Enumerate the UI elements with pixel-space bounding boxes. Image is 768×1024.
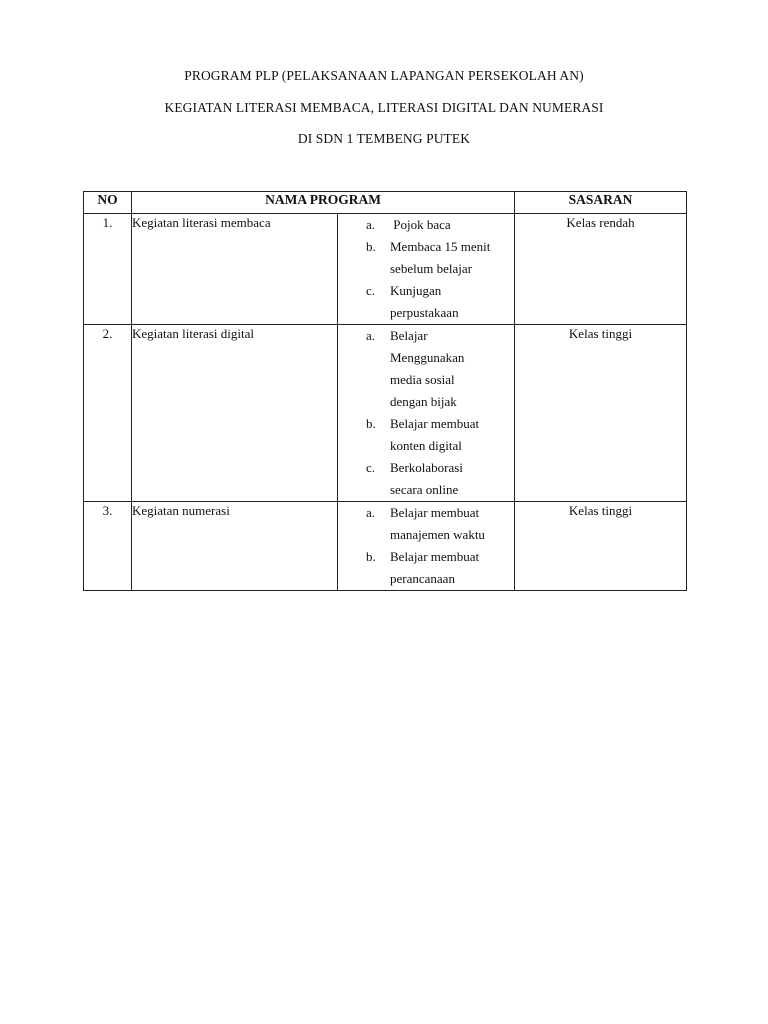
activity-text: Belajar membuat: [390, 505, 480, 520]
activity-text: manajemen waktu: [390, 527, 485, 542]
list-marker: a.: [366, 217, 376, 232]
target-audience: Kelas tinggi: [515, 502, 687, 591]
table-row: [84, 502, 687, 591]
list-item: [338, 236, 514, 258]
list-marker: c.: [366, 460, 376, 475]
list-marker: [338, 347, 390, 369]
list-marker: [338, 258, 390, 280]
row-number: 2.: [84, 325, 132, 502]
list-marker: [338, 524, 390, 546]
program-name: Kegiatan literasi digital: [132, 325, 338, 502]
list-item: [338, 568, 514, 590]
activity-text: konten digital: [390, 438, 462, 453]
list-marker: [338, 369, 390, 391]
activity-text: Kunjugan: [390, 283, 442, 298]
activity-text: Berkolaborasi: [390, 460, 463, 475]
list-marker: [338, 568, 390, 590]
activity-text: dengan bijak: [390, 394, 457, 409]
document-title-line-2: KEGIATAN LITERASI MEMBACA, LITERASI DIGITAL DAN NUMERASI: [164, 100, 604, 115]
list-marker: a.: [366, 328, 376, 343]
document-title-line-3: DI SDN 1 TEMBENG PUTEK: [297, 131, 471, 146]
list-item: [338, 413, 514, 435]
activity-text: sebelum belajar: [390, 261, 472, 276]
list-item: [338, 457, 514, 479]
target-audience: Kelas tinggi: [515, 325, 687, 502]
list-item: [338, 391, 514, 413]
activity-text: Belajar membuat: [390, 549, 480, 564]
activity-text: Belajar: [390, 328, 428, 343]
list-item: [338, 258, 514, 280]
table-body: [84, 214, 687, 591]
list-item: [338, 214, 514, 236]
program-name: Kegiatan literasi membaca: [132, 214, 338, 325]
list-marker: [338, 435, 390, 457]
table-row: [84, 214, 687, 325]
program-table: [83, 191, 687, 591]
list-item: [338, 347, 514, 369]
row-number: 1.: [84, 214, 132, 325]
target-audience: Kelas rendah: [515, 214, 687, 325]
activity-text: secara online: [390, 482, 459, 497]
table-row: [84, 325, 687, 502]
list-item: [338, 302, 514, 324]
program-activities: [338, 502, 515, 591]
header-no: NO: [84, 192, 132, 214]
list-marker: [338, 391, 390, 413]
activity-text: perpustakaan: [390, 305, 459, 320]
program-activities: [338, 325, 515, 502]
activity-list: [338, 214, 514, 324]
program-activities: [338, 214, 515, 325]
activity-text: Pojok baca: [390, 217, 451, 232]
activity-text: Menggunakan: [390, 350, 465, 365]
list-item: [338, 479, 514, 501]
list-marker: b.: [366, 416, 376, 431]
program-name: Kegiatan numerasi: [132, 502, 338, 591]
activity-text: media sosial: [390, 372, 455, 387]
table-header-row: [84, 192, 687, 214]
list-item: [338, 280, 514, 302]
activity-text: Membaca 15 menit: [390, 239, 491, 254]
row-number: 3.: [84, 502, 132, 591]
list-item: [338, 435, 514, 457]
activity-list: [338, 325, 514, 501]
list-marker: c.: [366, 283, 376, 298]
list-marker: b.: [366, 549, 376, 564]
activity-list: [338, 502, 514, 590]
activity-text: Belajar membuat: [390, 416, 480, 431]
list-marker: [338, 479, 390, 501]
list-item: [338, 502, 514, 524]
list-item: [338, 369, 514, 391]
header-program-name: NAMA PROGRAM: [132, 192, 515, 214]
list-item: [338, 325, 514, 347]
list-marker: b.: [366, 239, 376, 254]
document-title-line-1: PROGRAM PLP (PELAKSANAAN LAPANGAN PERSEKOLAH AN): [184, 68, 584, 83]
header-target: SASARAN: [515, 192, 687, 214]
list-item: [338, 546, 514, 568]
activity-text: perancanaan: [390, 571, 455, 586]
list-marker: a.: [366, 505, 376, 520]
list-item: [338, 524, 514, 546]
list-marker: [338, 302, 390, 324]
